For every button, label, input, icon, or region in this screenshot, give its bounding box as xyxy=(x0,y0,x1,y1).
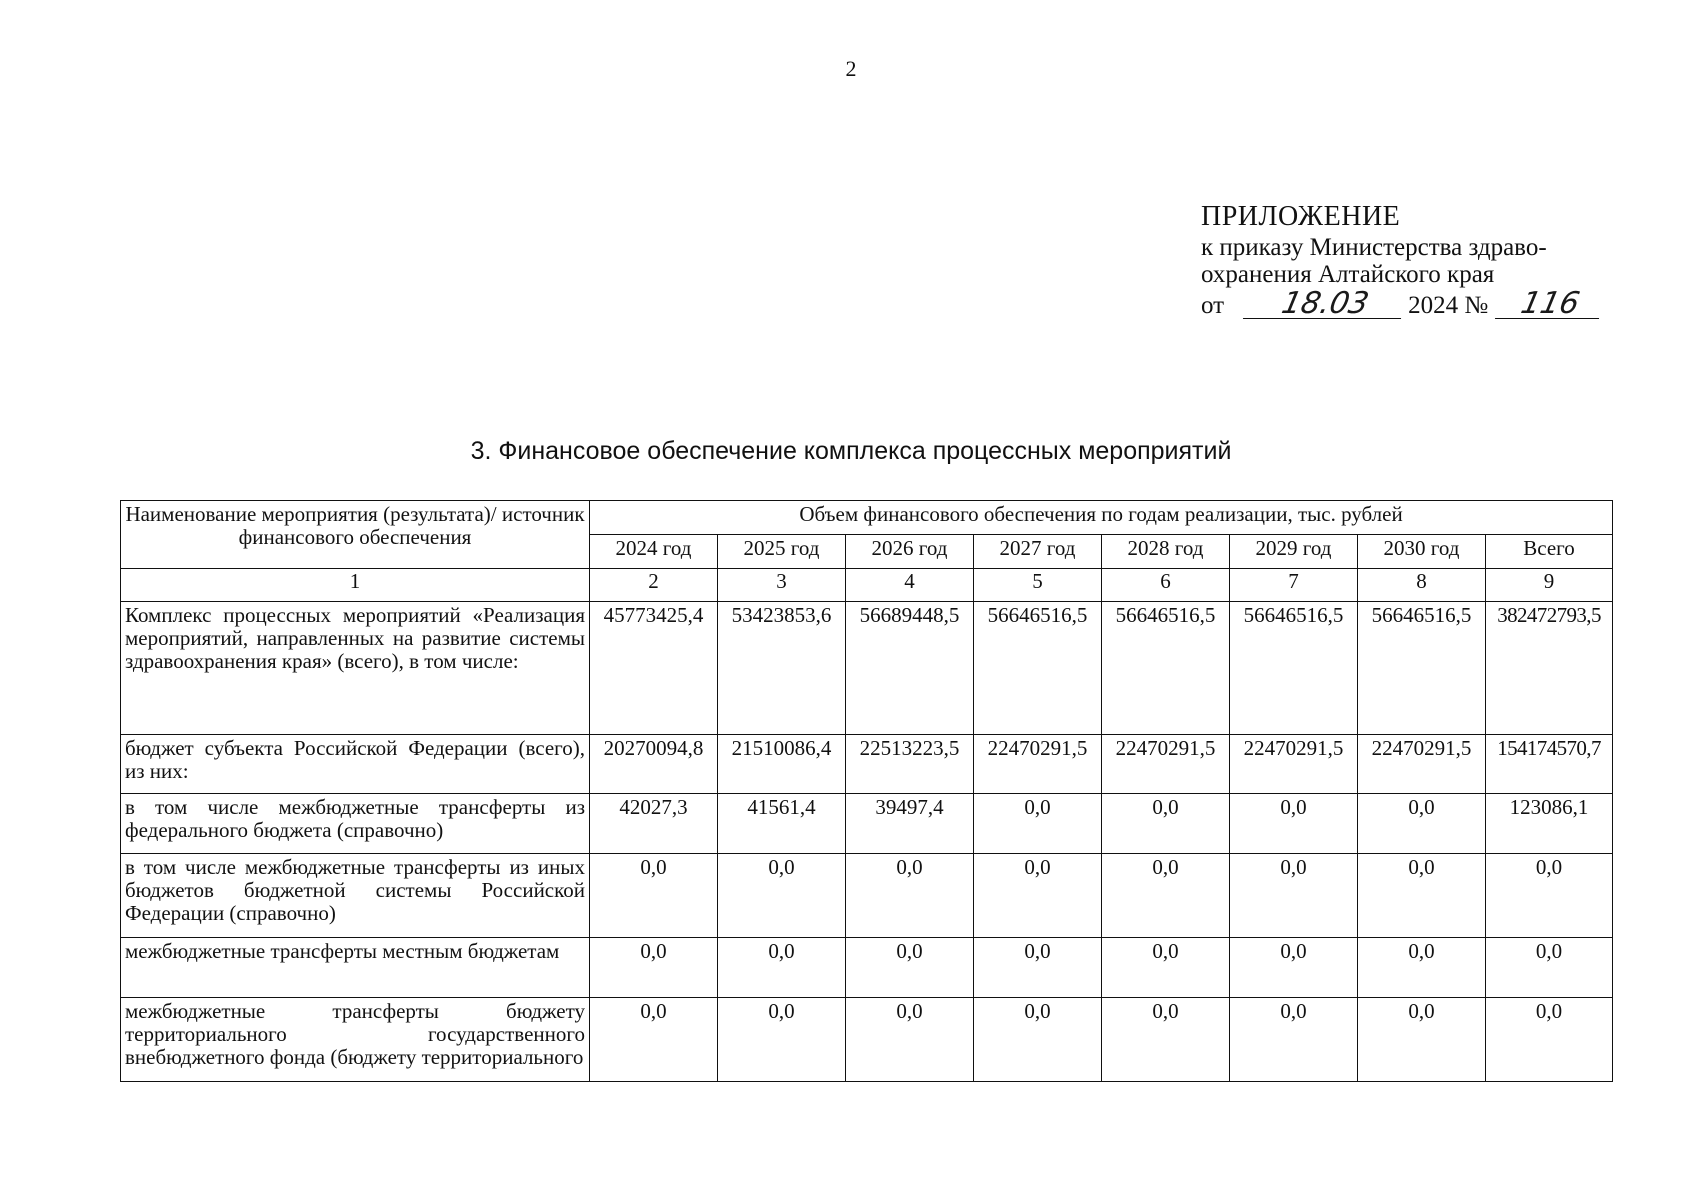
column-number: 2 xyxy=(590,569,718,602)
row-value: 0,0 xyxy=(974,794,1102,854)
table-row xyxy=(121,998,1613,1082)
row-value: 21510086,4 xyxy=(718,735,846,794)
row-value: 0,0 xyxy=(1358,854,1486,938)
table-row xyxy=(121,794,1613,854)
row-value: 0,0 xyxy=(590,998,718,1082)
row-value: 0,0 xyxy=(1102,854,1230,938)
row-value: 0,0 xyxy=(1358,794,1486,854)
year-header: 2029 год xyxy=(1230,535,1358,569)
row-value: 0,0 xyxy=(846,938,974,998)
page-number: 2 xyxy=(845,56,857,81)
year-header: 2030 год xyxy=(1358,535,1486,569)
row-value: 0,0 xyxy=(974,998,1102,1082)
row-value: 0,0 xyxy=(1358,998,1486,1082)
appendix-title: ПРИЛОЖЕНИЕ xyxy=(1201,201,1401,232)
row-value: 0,0 xyxy=(590,938,718,998)
row-total: 382472793,5 xyxy=(1486,602,1613,735)
appendix-line-1: к приказу Министерства здраво- xyxy=(1201,234,1547,261)
row-total: 154174570,7 xyxy=(1486,735,1613,794)
row-label: Комплекс процессных мероприятий «Реализация мероприятий, направленных на развитие системы здравоохранения края» (всего), в том числе: xyxy=(121,602,590,735)
appendix-block xyxy=(1201,203,1621,319)
row-label: бюджет субъекта Российской Федерации (всего), из них: xyxy=(121,735,590,794)
row-value: 56646516,5 xyxy=(974,602,1102,735)
column-header-volume: Объем финансового обеспечения по годам реализации, тыс. рублей xyxy=(590,501,1613,535)
column-number: 7 xyxy=(1230,569,1358,602)
order-prefix: от xyxy=(1201,292,1225,319)
row-value: 0,0 xyxy=(846,854,974,938)
row-value: 0,0 xyxy=(1230,998,1358,1082)
financing-table xyxy=(120,500,1613,1082)
column-number: 9 xyxy=(1486,569,1613,602)
total-header: Всего xyxy=(1486,535,1613,569)
row-value: 42027,3 xyxy=(590,794,718,854)
table-row xyxy=(121,602,1613,735)
row-value: 0,0 xyxy=(718,938,846,998)
row-value: 56689448,5 xyxy=(846,602,974,735)
year-header: 2024 год xyxy=(590,535,718,569)
row-label: в том числе межбюджетные трансферты из иных бюджетов бюджетной системы Российской Федерации (справочно) xyxy=(121,854,590,938)
column-number: 6 xyxy=(1102,569,1230,602)
row-value: 0,0 xyxy=(1102,938,1230,998)
year-header: 2025 год xyxy=(718,535,846,569)
column-number: 3 xyxy=(718,569,846,602)
row-label: межбюджетные трансферты местным бюджетам xyxy=(121,938,590,998)
row-value: 22470291,5 xyxy=(1230,735,1358,794)
row-value: 0,0 xyxy=(1230,938,1358,998)
row-value: 22513223,5 xyxy=(846,735,974,794)
row-value: 0,0 xyxy=(1102,998,1230,1082)
column-number-row xyxy=(121,569,1613,602)
column-number: 4 xyxy=(846,569,974,602)
year-header: 2027 год xyxy=(974,535,1102,569)
column-header-name: Наименование мероприятия (результата)/ источник финансового обеспечения xyxy=(121,501,590,569)
row-value: 56646516,5 xyxy=(1230,602,1358,735)
table-row xyxy=(121,854,1613,938)
row-total: 123086,1 xyxy=(1486,794,1613,854)
row-value: 22470291,5 xyxy=(1102,735,1230,794)
row-value: 41561,4 xyxy=(718,794,846,854)
row-value: 0,0 xyxy=(590,854,718,938)
handwritten-order-number: 116 xyxy=(1495,290,1605,319)
appendix-line-2: охранения Алтайского края xyxy=(1201,261,1495,288)
handwritten-order-date: 18.03 xyxy=(1243,290,1407,319)
row-total: 0,0 xyxy=(1486,854,1613,938)
row-value: 20270094,8 xyxy=(590,735,718,794)
row-value: 56646516,5 xyxy=(1102,602,1230,735)
year-header: 2028 год xyxy=(1102,535,1230,569)
row-value: 0,0 xyxy=(718,854,846,938)
row-value: 0,0 xyxy=(1230,854,1358,938)
column-number: 8 xyxy=(1358,569,1486,602)
row-total: 0,0 xyxy=(1486,998,1613,1082)
row-label: межбюджетные трансферты бюджету территориального государственного внебюджетного фонда (бюджету территориального xyxy=(121,998,590,1082)
row-value: 56646516,5 xyxy=(1358,602,1486,735)
row-value: 22470291,5 xyxy=(1358,735,1486,794)
row-value: 0,0 xyxy=(974,854,1102,938)
column-number: 1 xyxy=(121,569,590,602)
row-label: в том числе межбюджетные трансферты из федерального бюджета (справочно) xyxy=(121,794,590,854)
row-value: 0,0 xyxy=(846,998,974,1082)
row-value: 45773425,4 xyxy=(590,602,718,735)
row-value: 0,0 xyxy=(974,938,1102,998)
section-title: 3. Финансовое обеспечение комплекса процессных мероприятий xyxy=(470,437,1232,465)
row-value: 0,0 xyxy=(1358,938,1486,998)
year-header: 2026 год xyxy=(846,535,974,569)
table-row xyxy=(121,938,1613,998)
row-value: 0,0 xyxy=(718,998,846,1082)
row-value: 0,0 xyxy=(1230,794,1358,854)
column-number: 5 xyxy=(974,569,1102,602)
row-value: 39497,4 xyxy=(846,794,974,854)
row-value: 53423853,6 xyxy=(718,602,846,735)
row-value: 22470291,5 xyxy=(974,735,1102,794)
row-value: 0,0 xyxy=(1102,794,1230,854)
row-total: 0,0 xyxy=(1486,938,1613,998)
table-row xyxy=(121,735,1613,794)
order-year-label: 2024 № xyxy=(1408,292,1489,319)
order-date-number-line xyxy=(1201,286,1621,321)
